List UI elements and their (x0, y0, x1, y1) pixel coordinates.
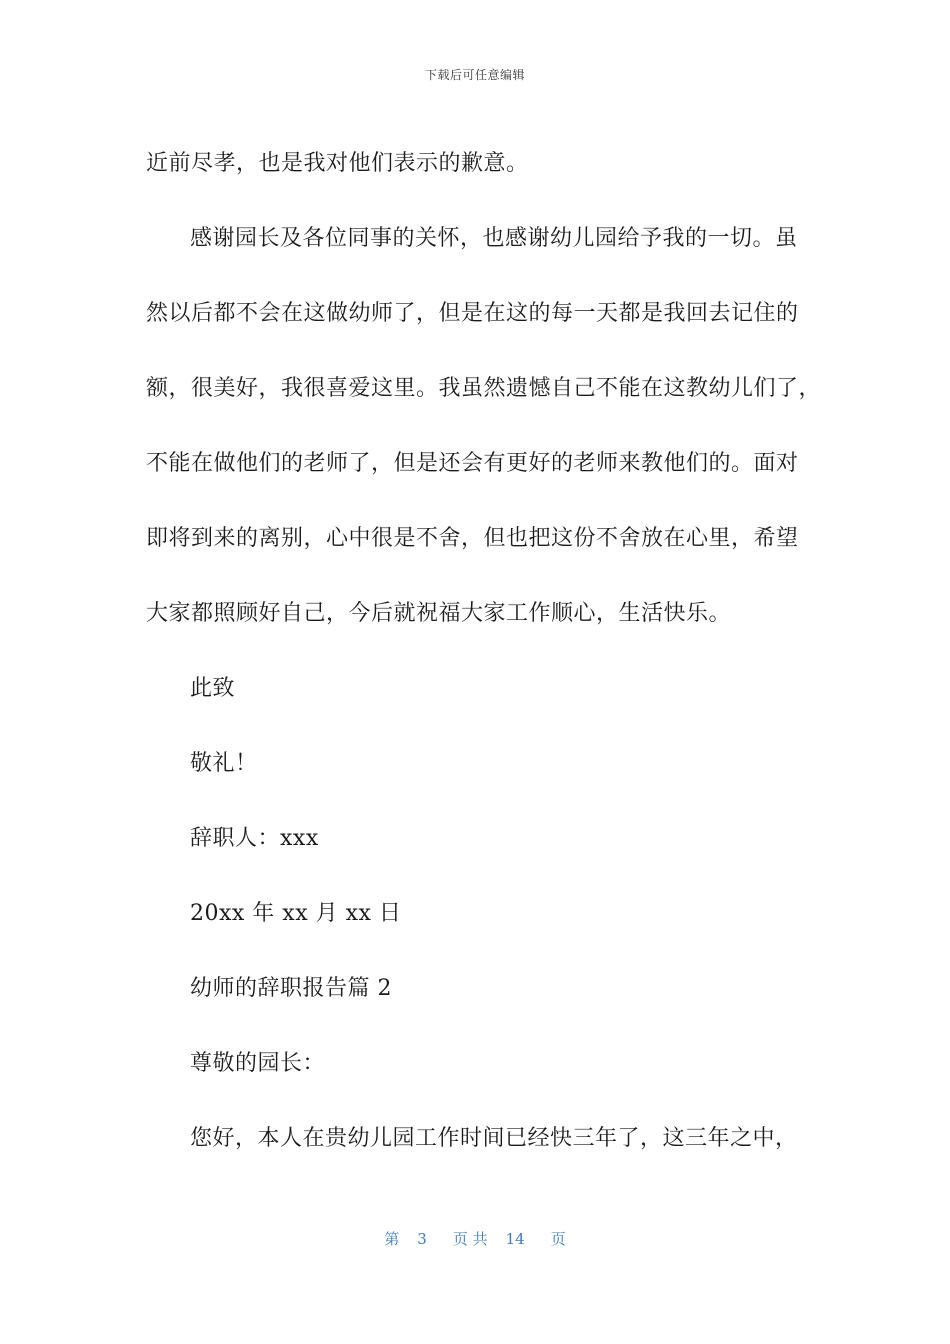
footer-current-page: 3 (417, 1230, 427, 1248)
footer-page-mid: 页 共 (452, 1230, 488, 1248)
paragraph-line: 即将到来的离别，心中很是不舍，但也把这份不舍放在心里，希望 (146, 526, 799, 551)
footer-page-suffix: 页 (550, 1230, 566, 1248)
paragraph-line: 您好，本人在贵幼儿园工作时间已经快三年了，这三年之中， (190, 1126, 798, 1151)
paragraph-line: 感谢园长及各位同事的关怀，也感谢幼儿园给予我的一切。虽 (190, 226, 798, 251)
closing-regards: 敬礼！ (190, 751, 258, 776)
letter-date: 20xx 年 xx 月 xx 日 (190, 901, 402, 926)
footer-page-prefix: 第 (384, 1230, 400, 1248)
paragraph-line: 近前尽孝，也是我对他们表示的歉意。 (146, 151, 529, 176)
paragraph-line: 不能在做他们的老师了，但是还会有更好的老师来教他们的。面对 (146, 451, 799, 476)
closing-salutation: 此致 (190, 676, 236, 701)
document-body (146, 126, 822, 1176)
signatory: 辞职人：xxx (190, 826, 319, 851)
page-footer (0, 1228, 950, 1249)
paragraph-line: 大家都照顾好自己，今后就祝福大家工作顺心，生活快乐。 (146, 601, 732, 626)
greeting: 尊敬的园长： (190, 1051, 326, 1076)
page-header-note: 下载后可任意编辑 (424, 68, 525, 82)
paragraph-line: 然以后都不会在这做幼师了，但是在这的每一天都是我回去记住的 (146, 301, 799, 326)
section-title: 幼师的辞职报告篇 2 (190, 976, 392, 1001)
footer-total-pages: 14 (505, 1230, 525, 1248)
paragraph-line: 额，很美好，我很喜爱这里。我虽然遗憾自己不能在这教幼儿们了， (146, 376, 822, 401)
